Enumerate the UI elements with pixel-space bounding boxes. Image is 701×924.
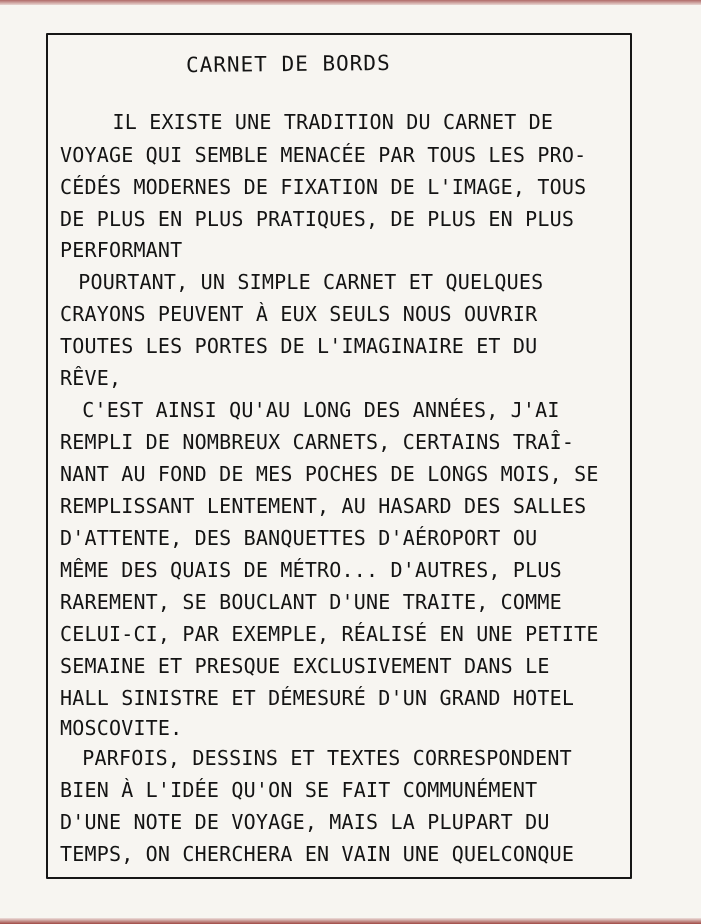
text-line: NANT AU FOND DE MES POCHES DE LONGS MOIS, SE: [60, 462, 599, 486]
text-line: HALL SINISTRE ET DÉMESURÉ D'UN GRAND HOTEL: [60, 686, 575, 710]
text-line: TOUTES LES PORTES DE L'IMAGINAIRE ET DU: [60, 334, 538, 358]
text-line: SEMAINE ET PRESQUE EXCLUSIVEMENT DANS LE: [60, 654, 550, 678]
text-line: C'EST AINSI QU'AU LONG DES ANNÉES, J'AI: [70, 398, 560, 422]
text-line: D'ATTENTE, DES BANQUETTES D'AÉROPORT OU: [60, 526, 538, 550]
text-line: CRAYONS PEUVENT À EUX SEULS NOUS OUVRIR: [60, 302, 538, 326]
text-line: DE PLUS EN PLUS PRATIQUES, DE PLUS EN PLUS: [60, 207, 575, 231]
page-title: CARNET DE BORDS: [185, 50, 391, 78]
page-bottom-edge: [0, 918, 701, 924]
text-line: CELUI-CI, PAR EXEMPLE, RÉALISÉ EN UNE PETITE: [60, 622, 599, 646]
text-line: POURTANT, UN SIMPLE CARNET ET QUELQUES: [66, 270, 544, 294]
text-line: D'UNE NOTE DE VOYAGE, MAIS LA PLUPART DU: [60, 810, 550, 834]
text-line: MÊME DES QUAIS DE MÉTRO... D'AUTRES, PLUS: [60, 558, 562, 582]
text-line: TEMPS, ON CHERCHERA EN VAIN UNE QUELCONQUE: [60, 842, 575, 866]
text-line: PERFORMANT: [60, 238, 183, 262]
text-line: PARFOIS, DESSINS ET TEXTES CORRESPONDENT: [70, 746, 572, 770]
text-line: BIEN À L'IDÉE QU'ON SE FAIT COMMUNÉMENT: [60, 778, 538, 802]
page-top-edge: [0, 0, 701, 5]
text-line: RÊVE,: [60, 366, 122, 390]
text-line: IL EXISTE UNE TRADITION DU CARNET DE: [88, 110, 554, 134]
text-line: VOYAGE QUI SEMBLE MENACÉE PAR TOUS LES PRO-: [60, 143, 587, 167]
text-line: RAREMENT, SE BOUCLANT D'UNE TRAITE, COMME: [60, 590, 562, 614]
text-line: MOSCOVITE.: [60, 716, 183, 740]
text-line: CÉDÉS MODERNES DE FIXATION DE L'IMAGE, TOUS: [60, 175, 587, 199]
text-line: REMPLISSANT LENTEMENT, AU HASARD DES SALLES: [60, 494, 587, 518]
text-line: REMPLI DE NOMBREUX CARNETS, CERTAINS TRAÎ-: [60, 430, 575, 454]
